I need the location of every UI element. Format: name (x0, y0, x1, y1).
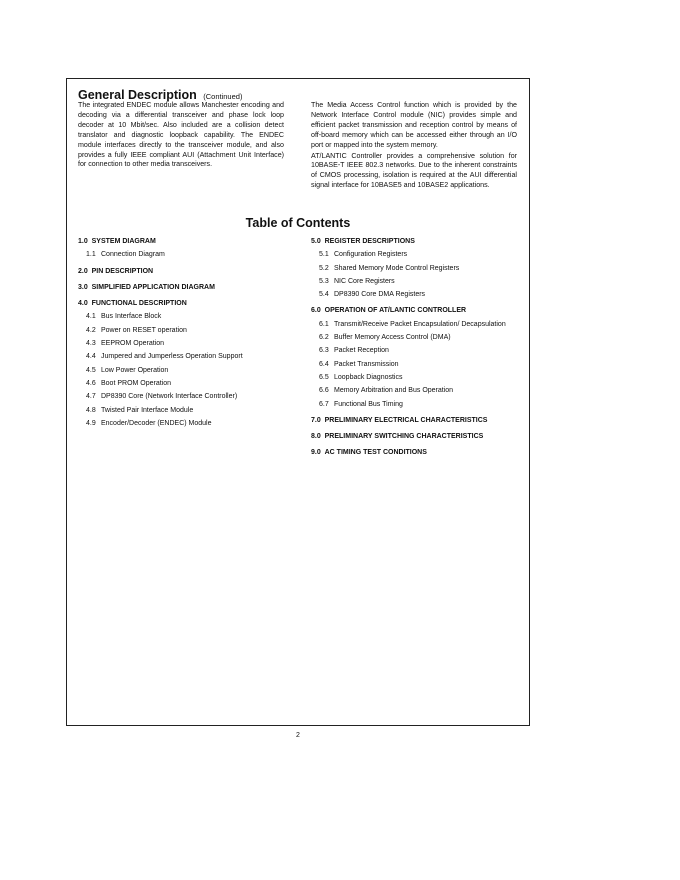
toc-entry-text: DP8390 Core DMA Registers (334, 291, 426, 299)
toc-subsection-entry (78, 406, 293, 416)
toc-subsection-entry (78, 312, 293, 322)
toc-entry-number: 4.1 (86, 313, 96, 321)
toc-section-entry (78, 267, 293, 277)
toc-entry-number: 5.4 (319, 291, 329, 299)
toc-section-entry (311, 432, 526, 442)
toc-section-entry (78, 283, 293, 293)
description-right-paragraph-2: AT/LANTIC Controller provides a comprehensive solution for 10BASE-T IEEE 802.3 networks. Due to the inherent constraints of CMOS processing, isolation is required at the AUI differential signal interface for 10BASE5 and 10BASE2 applications. (311, 151, 517, 190)
toc-entry-text: Boot PROM Operation (101, 379, 172, 387)
toc-entry-number: 1.1 (86, 251, 96, 259)
toc-subsection-entry (311, 400, 526, 410)
toc-entry-text: Functional Bus Timing (334, 400, 403, 408)
toc-subsection-entry (311, 290, 526, 300)
toc-entry-number: 6.6 (319, 387, 329, 395)
toc-entry-text: OPERATION OF AT/LANTIC CONTROLLER (324, 307, 467, 315)
toc-entry-number: 9.0 (311, 449, 321, 457)
toc-section-entry (311, 237, 526, 247)
toc-section-entry (311, 306, 526, 316)
toc-subsection-entry (78, 352, 293, 362)
toc-entry-text: EEPROM Operation (101, 340, 165, 348)
toc-entry-text: Loopback Diagnostics (334, 373, 403, 381)
toc-entry-number: 8.0 (311, 433, 321, 441)
description-right-paragraph-1: The Media Access Control function which is provided by the Network Interface Control module (NIC) provides simple and efficient packet transmission and reception control by means of off-board memory which can be accessed either through an I/O port or mapped into the system memory. (311, 101, 517, 149)
toc-entry-number: 6.4 (319, 360, 329, 368)
toc-entry-number: 5.2 (319, 264, 329, 272)
toc-entry-number: 4.7 (86, 393, 96, 401)
toc-subsection-entry (78, 339, 293, 349)
toc-entry-text: NIC Core Registers (334, 277, 395, 285)
toc-entry-number: 2.0 (78, 267, 88, 275)
toc-subsection-entry (78, 419, 293, 429)
description-right-column (311, 101, 517, 191)
toc-entry-number: 3.0 (78, 283, 88, 291)
toc-entry-number: 4.0 (78, 300, 88, 308)
toc-entry-text: Shared Memory Mode Control Registers (334, 264, 460, 272)
toc-entry-text: Packet Reception (334, 347, 389, 355)
toc-subsection-entry (311, 346, 526, 356)
toc-left-column (78, 237, 293, 432)
toc-subsection-entry (78, 392, 293, 402)
toc-entry-number: 4.4 (86, 353, 96, 361)
page-number: 2 (296, 732, 300, 739)
toc-entry-number: 6.1 (319, 320, 329, 328)
toc-entry-number: 4.6 (86, 379, 96, 387)
toc-subsection-entry (311, 264, 526, 274)
toc-entry-number: 4.8 (86, 406, 96, 414)
toc-subsection-entry (78, 366, 293, 376)
toc-entry-number: 5.0 (311, 238, 321, 245)
toc-subsection-entry (311, 373, 526, 383)
toc-subsection-entry (311, 360, 526, 370)
toc-entry-text: Memory Arbitration and Bus Operation (334, 387, 454, 395)
toc-entry-number: 1.0 (78, 238, 88, 245)
toc-entry-number: 5.1 (319, 251, 329, 259)
toc-subsection-entry (311, 277, 526, 287)
toc-entry-number: 4.3 (86, 340, 96, 348)
toc-entry-text: PRELIMINARY ELECTRICAL CHARACTERISTICS (324, 416, 488, 424)
toc-entry-number: 6.0 (311, 307, 321, 315)
toc-entry-text: Twisted Pair Interface Module (101, 406, 194, 414)
toc-entry-text: AC TIMING TEST CONDITIONS (324, 449, 427, 457)
toc-entry-text: PIN DESCRIPTION (91, 267, 154, 275)
toc-entry-number: 5.3 (319, 277, 329, 285)
section-title: General Description (78, 88, 197, 102)
toc-subsection-entry (311, 333, 526, 343)
toc-subsection-entry (78, 250, 293, 260)
toc-section-entry (78, 299, 293, 309)
toc-entry-text: Encoder/Decoder (ENDEC) Module (101, 419, 212, 427)
toc-entry-number: 4.9 (86, 419, 96, 427)
toc-subsection-entry (311, 250, 526, 260)
toc-entry-number: 7.0 (311, 416, 321, 424)
toc-entry-text: REGISTER DESCRIPTIONS (324, 238, 415, 245)
toc-subsection-entry (311, 320, 526, 330)
toc-entry-text: Buffer Memory Access Control (DMA) (334, 334, 451, 342)
description-left-paragraph: The integrated ENDEC module allows Manchester encoding and decoding via a differential transceiver and phase lock loop decoder at 10 Mbit/sec. Also included are a collision detect translator and diagnostic loopback capability. The ENDEC module interfaces directly to the transceiver module, and also provides a fully IEEE compliant AUI (Attachment Unit Interface) for connection to other media transceivers. (78, 101, 284, 169)
toc-section-entry (311, 448, 526, 458)
toc-entry-text: Low Power Operation (101, 366, 169, 374)
toc-entry-text: Configuration Registers (334, 251, 408, 259)
toc-entry-text: Packet Transmission (334, 360, 399, 368)
toc-entry-text: DP8390 Core (Network Interface Controller) (101, 393, 238, 401)
toc-subsection-entry (78, 379, 293, 389)
toc-entry-text: Transmit/Receive Packet Encapsulation/ Decapsulation (334, 320, 506, 328)
toc-subsection-entry (78, 326, 293, 336)
toc-entry-text: Jumpered and Jumperless Operation Support (101, 353, 243, 361)
toc-section-entry (311, 416, 526, 426)
toc-entry-number: 6.2 (319, 334, 329, 342)
toc-subsection-entry (311, 386, 526, 396)
toc-entry-text: PRELIMINARY SWITCHING CHARACTERISTICS (324, 433, 484, 441)
toc-section-entry (78, 237, 293, 247)
toc-entry-number: 4.2 (86, 326, 96, 334)
toc-right-column (311, 237, 526, 462)
toc-entry-text: FUNCTIONAL DESCRIPTION (91, 300, 187, 308)
toc-entry-text: SIMPLIFIED APPLICATION DIAGRAM (91, 283, 215, 291)
toc-title: Table of Contents (245, 216, 351, 230)
toc-entry-number: 4.5 (86, 366, 96, 374)
section-subtitle: (Continued) (203, 92, 243, 101)
toc-entry-number: 6.7 (319, 400, 329, 408)
toc-entry-text: Bus Interface Block (101, 313, 162, 321)
toc-entry-number: 6.5 (319, 373, 329, 381)
toc-entry-text: Connection Diagram (101, 251, 165, 259)
toc-entry-text: Power on RESET operation (101, 326, 187, 334)
toc-entry-text: SYSTEM DIAGRAM (91, 238, 156, 245)
toc-entry-number: 6.3 (319, 347, 329, 355)
